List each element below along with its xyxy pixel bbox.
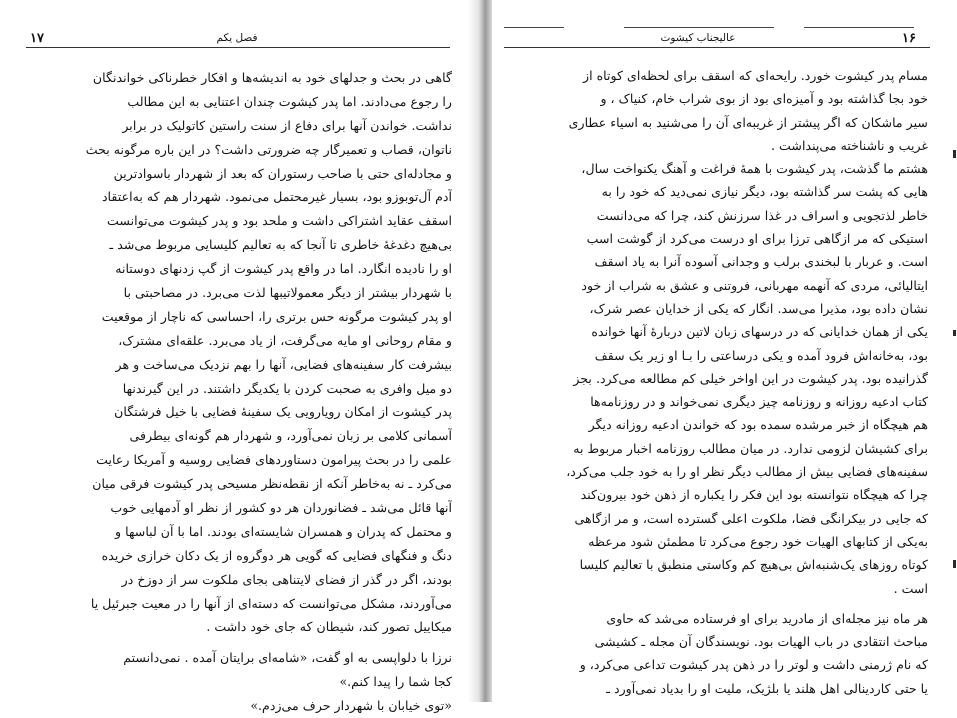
- text-line: به‌یکی از کتابهای الهیات خود رجوع می‌کرد تا مطمئن شود مرعظه: [588, 533, 928, 549]
- text-line: چرا که هیچگاه نتوانسته بود این فکر را یکباره از ذهن خود بیرون‌کند: [580, 487, 928, 503]
- text-line: و مجادله‌ای حتی با صاحب رستوران که بعد از شهردار باسوادترین: [113, 165, 452, 181]
- text-line: سفینه‌های فضایی بیش از مطالب دیگر نظر او را به خود جلب می‌کرد،: [566, 464, 928, 480]
- text-line: بی‌هیچ دغدغهٔ خاطری تا آنجا که به تعالیم کلیسایی مربوط می‌شد ـ: [109, 237, 452, 253]
- text-line: است .: [893, 580, 928, 596]
- edge-mark: [953, 560, 956, 568]
- text-line: هم هیچگاه از خبر مرشده سمده بود که خواندن ادعیه روزانه دیگر: [588, 417, 928, 433]
- text-line: هر ماه نیز مجله‌ای از مادرید برای او فرستاده می‌شد که حاوی: [606, 610, 928, 626]
- right-page-number: ۱۶: [902, 31, 916, 46]
- left-body-text: [18, 66, 452, 718]
- text-line: یا حتی کاردینالی اهل هلند یا بلژیک، ملیت او را بدیاد نمی‌آورد ـ: [606, 680, 928, 696]
- text-line: نداشت. خواندن آنها برای دفاع از سنت راستین کاتولیک در برابر: [122, 117, 452, 133]
- text-line: که جایی در بیکرانگی فضا، ملکوت اعلی گسترده است، و مر ازگاهی: [574, 510, 928, 526]
- text-line: کتاب ادعیه روزانه و روزنامه چیز دیگری نمی‌خواند و در روزنامه‌ها: [590, 394, 928, 410]
- text-line: نرزا با دلواپسی به او گفت، «شامه‌ای برایتان آمده . نمی‌دانستم: [123, 650, 452, 666]
- right-header-rule: [504, 47, 930, 48]
- text-line: استیکی که مر ازگاهی ترزا برای او درست می‌کرد از گوشت اسب: [586, 231, 928, 247]
- text-line: با شهردار بیشتر از دیگر معمولاتیبها لذت می‌برد. در مصاحبتی با: [123, 285, 452, 301]
- text-line: خود بجا گذاشته بود و آمیزه‌ای بود از بوی شراب خام، کنیاک ، و: [600, 91, 928, 107]
- text-line: «توی خیابان با شهردار حرف می‌زدم.»: [250, 698, 452, 714]
- text-line: هشتم ما گذشت، پدر کیشوت با همهٔ فراغت و آهنگ یکنواخت سال،: [581, 161, 928, 177]
- text-line: کوتاه روزهای یک‌شنبه‌اش بی‌هیچ کم وکاستی منطبق با تعالیم کلیسا: [579, 557, 928, 573]
- text-line: آسمانی کلامی بر زبان نمی‌آورد، و شهردار هم گونه‌ای بیطرفی: [129, 428, 452, 444]
- text-line: علمی را در بحث پیرامون دستاوردهای فضایی روسیه و آمریکا رعایت: [96, 452, 452, 468]
- text-line: و مقام روحانی او مایه می‌گرفت، از یاد می‌برد. علقه‌ای مشترک،: [118, 332, 452, 348]
- text-line: خاطر لذتجویی و اسراف در غذا سرزنش کند، چرا که می‌دانست: [596, 207, 928, 223]
- text-line: بیشرفت کار سفینه‌های فضایی، آنها را بهم نزدیک می‌ساخت و هر: [115, 356, 452, 372]
- text-line: بود، به‌خانه‌اش فرود آمده و یکی درساعتی را بـا او زیر یک سقف: [594, 347, 928, 363]
- text-line: آنها قائل می‌شد ـ فضانوردان هر دو کشور از نظر او آدمهایی خوب: [110, 500, 452, 516]
- text-line: سیر ماشکان که اگر پیشتر از غریبه‌ای آن را می‌شنید به اسیاء عطاری: [568, 114, 928, 130]
- text-line: غریب و ناشناخته می‌پنداشت .: [771, 137, 928, 153]
- right-body-text: [506, 64, 928, 700]
- left-running-title: فصل یکم: [216, 32, 258, 44]
- text-line: اسقف عقاید اشتراکی داشت و ملحد بود و پدر کیشوت می‌توانست: [106, 213, 452, 229]
- text-line: یکی از همان خدایانی که در درسهای زبان لاتین دربارهٔ آنها خوانده: [591, 324, 928, 340]
- right-running-head: [504, 30, 930, 48]
- header-dash: [504, 27, 564, 28]
- left-header-rule: [26, 47, 450, 48]
- text-line: بودند، اگر در گذر از فضای لایتناهی بجای ملکوت سر از دوزخ در: [121, 571, 452, 587]
- text-line: که نام ژرمنی داشت و لوتر را در ذهن پدر کیشوت تداعی می‌کرد، و: [579, 657, 928, 673]
- text-line: پدر کیشوت از امکان رویارویی یک سفینهٔ فضایی با خیل فرشتگان: [114, 404, 452, 420]
- text-line: دو میل وافری به صحبت کردن با یکدیگر داشتند. در این گیرندنها: [122, 380, 452, 396]
- text-line: کجا شما را پیدا کنم.»: [339, 674, 452, 690]
- left-page: [0, 0, 468, 714]
- right-page: [492, 0, 957, 702]
- header-dash: [804, 27, 914, 28]
- right-running-title: عالیجناب کیشوت: [660, 32, 736, 44]
- header-dash: [624, 27, 774, 28]
- text-line: او را نادیده انگارد. اما در واقع پدر کیشوت از گپ زدنهای دوستانه: [115, 261, 452, 277]
- left-running-head: [26, 30, 450, 48]
- text-line: آدم آل‌توبوزو بود، بسیار غیرمحتمل می‌نمود. شهردار هم که به‌اعتقاد: [101, 189, 452, 205]
- text-line: و محتمل که پدران و همسران شایسته‌ای بودند. اما با آن لباسها و: [115, 523, 452, 539]
- text-line: او پدر کیشوت مرگونه حس برتری را، احساسی که ناچار از موقعیت: [101, 308, 452, 324]
- text-line: ایتالیائی، مردی که آنهمه مهربانی، فروتنی و عشق به شراب از خود: [581, 277, 928, 293]
- book-gutter: [468, 0, 492, 702]
- text-line: می‌کرد ـ نه به‌خاطر آنکه از نقطه‌نظر مسیحی پدر کیشوت فرقی میان: [92, 476, 452, 492]
- text-line: ناتوان، قصاب و تعمیرگار چه ضرورتی داشت؟ در این باره مرگونه بحث: [85, 141, 452, 157]
- text-line: مباحث انتقادی در باب الهیات بود. نویسندگان آن مجله ـ کشیشی: [594, 634, 928, 650]
- text-line: می‌آوردند، مشکل می‌توانست که دسته‌ای از آنها را در معیت جبرئیل یا: [90, 595, 452, 611]
- text-line: مسام پدر کیشوت خورد. رایحه‌ای که اسقف برای لحظه‌ای کوتاه از: [583, 68, 928, 83]
- text-line: دنگ و فنگهای فضایی که گویی هر دوگروه از یک دکان خرازی خریده: [101, 547, 452, 563]
- edge-mark: [953, 330, 956, 336]
- text-line: گذرانیده بود. پدر کیشوت در این اواخر خیلی کم مطالعه می‌کرد. بجز: [573, 370, 928, 386]
- text-line: برای کشیشان لزومی ندارد. در میان مطالب روزنامه اخبار مربوط به: [573, 440, 928, 456]
- edge-mark: [953, 150, 956, 158]
- left-page-number: ۱۷: [30, 31, 44, 46]
- text-line: گاهی در بحث و جدلهای خود به اندیشه‌ها و افکار خطرناکی خواندنگان: [92, 70, 452, 85]
- text-line: است. و عربار با لبخندی برلب و وجدانی آسوده آنرا به یاد اسقف: [594, 254, 928, 270]
- text-line: را رجوع می‌دادند. اما پدر کیشوت چندان اعتنایی به این مطالب: [127, 93, 452, 109]
- text-line: نشان داده بود، مذیرا می‌سد. انگار که یکی از خدایان عصر شرک،: [589, 300, 928, 316]
- text-line: میکاییل تصور کند، شیطان که جای خود داشت .: [206, 619, 452, 635]
- text-line: هایی که پشت سر گذاشته بود، دیگر نیازی نمی‌دید که خود را به: [601, 184, 928, 200]
